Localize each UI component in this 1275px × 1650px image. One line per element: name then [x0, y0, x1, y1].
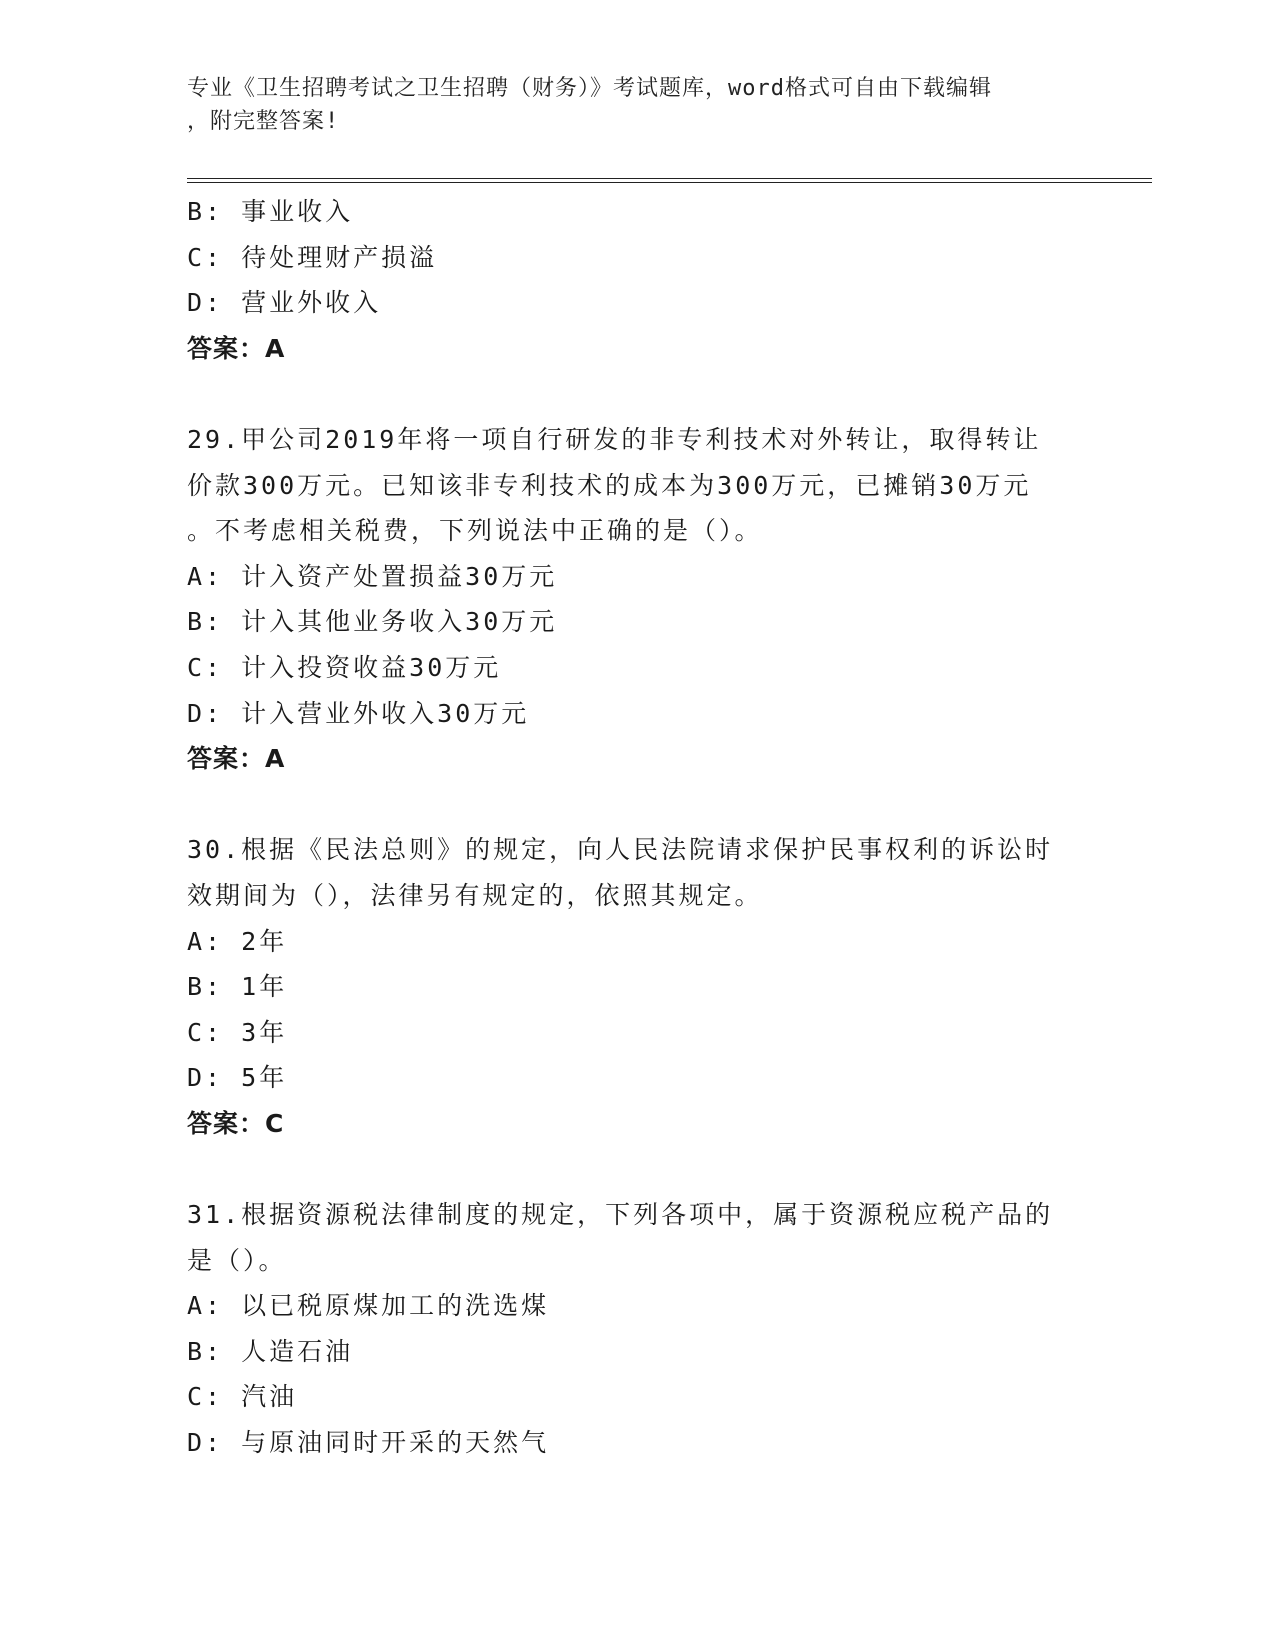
question-text-line: 价款300万元。已知该非专利技术的成本为300万元，已摊销30万元: [187, 470, 1032, 500]
answer-line: 答案：C: [187, 1108, 285, 1138]
option-d: D: 与原油同时开采的天然气: [187, 1428, 550, 1458]
question-text-line: 31.根据资源税法律制度的规定，下列各项中，属于资源税应税产品的: [187, 1200, 1054, 1230]
option-d: D: 营业外收入: [187, 288, 382, 318]
spacer: [187, 371, 1087, 417]
question-text-line: 。不考虑相关税费，下列说法中正确的是（）。: [187, 516, 763, 546]
question-text-line: 效期间为（），法律另有规定的，依照其规定。: [187, 880, 763, 910]
option-a: A: 以已税原煤加工的洗选煤: [187, 1291, 550, 1321]
option-a: A: 计入资产处置损益30万元: [187, 561, 558, 591]
document-body: [187, 189, 1087, 1466]
header-line-1: 专业《卫生招聘考试之卫生招聘（财务）》考试题库，word格式可自由下载编辑: [187, 76, 992, 101]
document-header: [187, 72, 1067, 138]
header-line-2: ，附完整答案!: [187, 109, 340, 134]
answer-line: 答案：A: [187, 333, 286, 363]
question-text-line: 30.根据《民法总则》的规定，向人民法院请求保护民事权利的诉讼时: [187, 835, 1054, 865]
question-text-line: 是（）。: [187, 1245, 287, 1275]
option-c: C: 汽油: [187, 1382, 298, 1412]
question-31: [187, 1192, 1087, 1466]
option-d: D: 5年: [187, 1063, 288, 1093]
question-28-continued: [187, 189, 1087, 371]
option-c: C: 计入投资收益30万元: [187, 652, 502, 682]
answer-line: 答案：A: [187, 744, 286, 774]
question-text-line: 29.甲公司2019年将一项自行研发的非专利技术对外转让，取得转让: [187, 424, 1042, 454]
option-a: A: 2年: [187, 926, 288, 956]
header-divider-bottom: [187, 182, 1152, 183]
option-c: C: 3年: [187, 1017, 288, 1047]
option-b: B: 1年: [187, 972, 288, 1002]
question-30: [187, 827, 1087, 1146]
option-d: D: 计入营业外收入30万元: [187, 698, 530, 728]
question-29: [187, 417, 1087, 782]
option-b: B: 事业收入: [187, 197, 354, 226]
spacer: [187, 782, 1087, 828]
option-b: B: 计入其他业务收入30万元: [187, 607, 558, 637]
header-divider-top: [187, 178, 1152, 179]
spacer: [187, 1146, 1087, 1192]
option-c: C: 待处理财产损溢: [187, 242, 438, 272]
option-b: B: 人造石油: [187, 1336, 354, 1366]
